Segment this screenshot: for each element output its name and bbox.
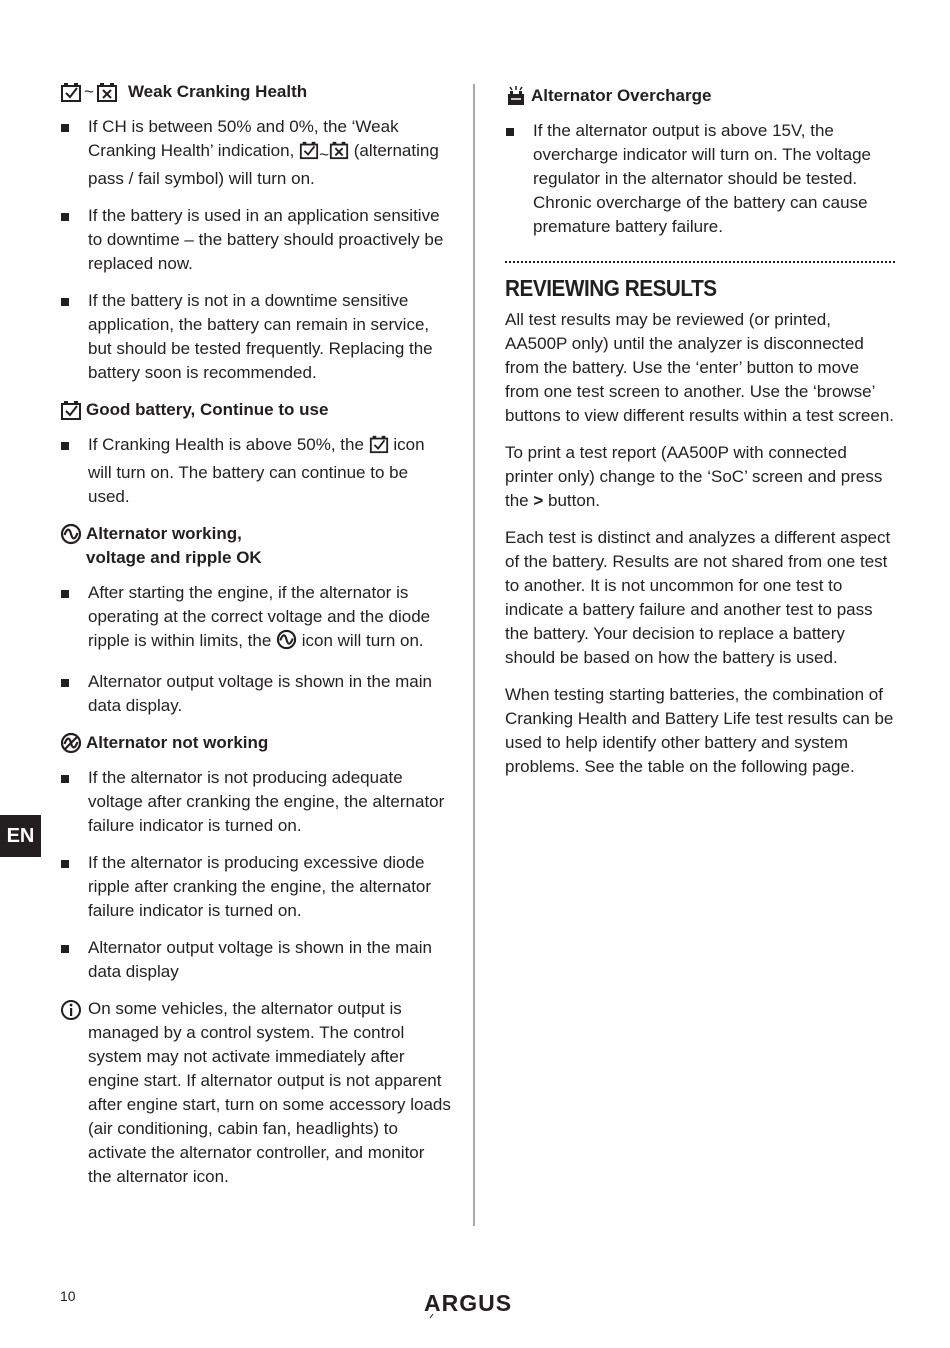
left-column [60,80,452,1189]
heading-text: voltage and ripple OK [86,548,262,567]
battery-overcharge-icon [505,85,527,107]
weak-cranking-list [60,115,452,385]
alternator-fail-icon [60,732,82,754]
good-battery-list [60,433,452,509]
paragraph: All test results may be reviewed (or printed, AA500P only) until the analyzer is disconnected from the battery. Use the ‘enter’ button to move from one test screen to another. Use the ‘browse’ buttons to view different results within a test screen. [505,310,894,425]
argus-logo [424,1290,528,1323]
list-item: If the alternator is producing excessive diode ripple after cranking the engine, the alternator failure indicator is turned on. [60,851,452,923]
alternator-not-working-heading [60,731,452,755]
argus-logo-mark [424,1290,528,1318]
battery-fail-icon [329,140,349,160]
paragraph: To print a test report (AA500P with connected printer only) change to the ‘SoC’ screen and press the > button. [505,443,883,510]
info-note [60,997,452,1189]
battery-pass-icon [299,140,319,160]
language-tab: EN [0,815,41,857]
paragraph: Each test is distinct and analyzes a different aspect of the battery. Results are not shared from one test to another. It is not uncommon for one test to indicate a battery failure and another test to pass the battery. Your decision to replace a battery should be based on how the battery is used. [505,528,891,667]
tilde-symbol: ~ [84,82,94,101]
battery-pass-icon [369,434,389,454]
paragraph: When testing starting batteries, the combination of Cranking Health and Battery Life test results can be used to help identify other battery and system problems. See the table on the following page. [505,685,894,776]
right-column [505,80,895,792]
logo-text: ARGUS [424,1290,513,1316]
alternator-not-working-list [60,766,452,984]
list-item: If the alternator output is above 15V, the overcharge indicator will turn on. The voltage regulator in the alternator should be tested. Chronic overcharge of the battery can cause premature battery failure. [505,119,895,239]
section-divider [505,261,895,263]
info-icon [60,999,82,1021]
list-item: Alternator output voltage is shown in the main data display. [60,670,452,718]
list-item: If the alternator is not producing adequate voltage after cranking the engine, the alternator failure indicator is turned on. [60,766,452,838]
battery-fail-icon [96,81,118,103]
page-number: 10 [60,1288,76,1304]
list-item: If CH is between 50% and 0%, the ‘Weak Cranking Health’ indication, ~ (alternating pass / fail symbol) will turn on. [60,115,452,191]
column-divider [473,84,475,1226]
alternator-overcharge-heading [505,84,895,108]
heading-text: Alternator working, [86,524,242,543]
heading-text: Weak Cranking Health [127,82,308,101]
list-item: Alternator output voltage is shown in the main data display [60,936,452,984]
alternator-working-heading [60,522,452,570]
alternator-ok-icon [60,523,82,545]
alternator-ok-icon [276,629,297,650]
list-item: After starting the engine, if the alternator is operating at the correct voltage and the diode ripple is within limits, the icon will turn on. [60,581,452,657]
alternator-working-list [60,581,452,718]
overcharge-list [505,119,895,239]
battery-pass-icon [60,399,82,421]
good-battery-heading [60,398,452,422]
list-item: If Cranking Health is above 50%, the icon will turn on. The battery can continue to be used. [60,433,452,509]
list-item: If the battery is not in a downtime sensitive application, the battery can remain in service, but should be tested frequently. Replacing the battery soon is recommended. [60,289,452,385]
heading-text: Good battery, Continue to use [86,400,329,419]
heading-text: Alternator not working [86,733,269,752]
note-text: On some vehicles, the alternator output is managed by a control system. The control system may not activate immediately after engine start. If alternator output is not apparent after engine start, turn on some accessory loads (air conditioning, cabin fan, headlights) to activate the alternator controller, and monitor the alternator icon. [88,999,451,1186]
battery-pass-icon [60,81,82,103]
list-item: If the battery is used in an application sensitive to downtime – the battery should proactively be replaced now. [60,204,452,276]
weak-cranking-heading [60,80,452,104]
heading-text: Alternator Overcharge [531,86,712,105]
section-title: REVIEWING RESULTS [505,275,717,301]
